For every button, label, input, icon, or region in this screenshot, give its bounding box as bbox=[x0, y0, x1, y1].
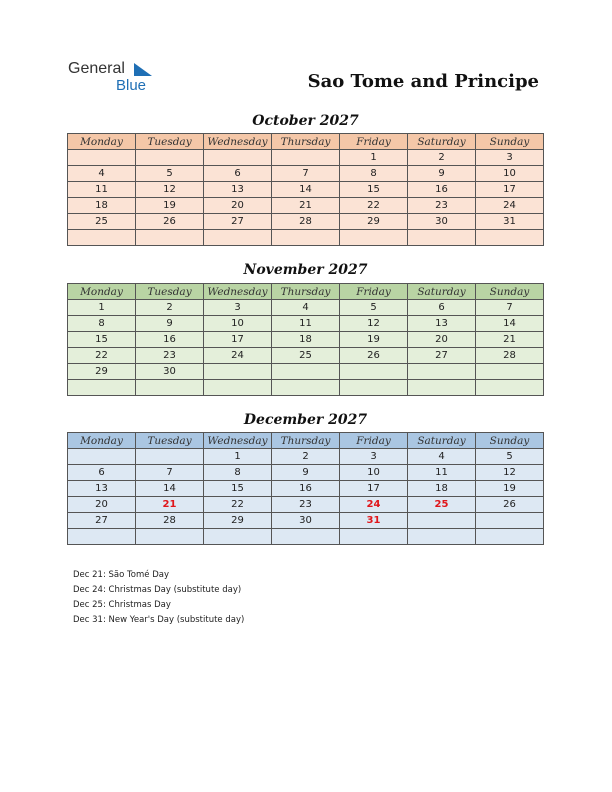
day-cell: 29 bbox=[68, 364, 136, 380]
week-row bbox=[68, 182, 544, 198]
empty-day-cell bbox=[408, 529, 476, 545]
weekday-header-row bbox=[68, 134, 544, 150]
weekday-header: Monday bbox=[68, 134, 136, 150]
logo-text-general: General bbox=[68, 60, 125, 77]
holiday-day-cell: 21 bbox=[136, 497, 204, 513]
day-cell: 9 bbox=[272, 465, 340, 481]
day-cell: 24 bbox=[204, 348, 272, 364]
day-cell: 20 bbox=[68, 497, 136, 513]
month-calendar-table bbox=[67, 283, 544, 396]
week-row bbox=[68, 364, 544, 380]
month-title: November 2027 bbox=[243, 262, 368, 278]
day-cell: 29 bbox=[340, 214, 408, 230]
day-cell: 15 bbox=[68, 332, 136, 348]
day-cell: 5 bbox=[476, 449, 544, 465]
weekday-header: Monday bbox=[68, 433, 136, 449]
day-cell: 28 bbox=[136, 513, 204, 529]
day-cell: 8 bbox=[68, 316, 136, 332]
empty-day-cell bbox=[136, 529, 204, 545]
weekday-header: Sunday bbox=[476, 433, 544, 449]
week-row bbox=[68, 166, 544, 182]
day-cell: 23 bbox=[136, 348, 204, 364]
day-cell: 27 bbox=[68, 513, 136, 529]
holiday-note: Dec 24: Christmas Day (substitute day) bbox=[73, 585, 242, 595]
day-cell: 9 bbox=[136, 316, 204, 332]
week-row bbox=[68, 316, 544, 332]
day-cell: 26 bbox=[340, 348, 408, 364]
day-cell: 20 bbox=[204, 198, 272, 214]
day-cell: 20 bbox=[408, 332, 476, 348]
empty-day-cell bbox=[476, 230, 544, 246]
day-cell: 5 bbox=[136, 166, 204, 182]
empty-day-cell bbox=[272, 380, 340, 396]
week-row bbox=[68, 198, 544, 214]
day-cell: 4 bbox=[68, 166, 136, 182]
weekday-header: Wednesday bbox=[204, 134, 272, 150]
empty-day-cell bbox=[136, 449, 204, 465]
day-cell: 1 bbox=[204, 449, 272, 465]
day-cell: 1 bbox=[68, 300, 136, 316]
empty-day-cell bbox=[136, 380, 204, 396]
empty-day-cell bbox=[204, 230, 272, 246]
day-cell: 10 bbox=[204, 316, 272, 332]
empty-day-cell bbox=[408, 230, 476, 246]
day-cell: 9 bbox=[408, 166, 476, 182]
day-cell: 3 bbox=[476, 150, 544, 166]
empty-day-cell bbox=[408, 513, 476, 529]
empty-day-cell bbox=[136, 150, 204, 166]
weekday-header: Saturday bbox=[408, 433, 476, 449]
day-cell: 25 bbox=[68, 214, 136, 230]
logo-triangle-icon bbox=[134, 63, 152, 76]
day-cell: 30 bbox=[272, 513, 340, 529]
month-title: October 2027 bbox=[252, 113, 359, 129]
week-row bbox=[68, 497, 544, 513]
day-cell: 12 bbox=[340, 316, 408, 332]
day-cell: 11 bbox=[408, 465, 476, 481]
week-row bbox=[68, 380, 544, 396]
month-calendar-table bbox=[67, 133, 544, 246]
day-cell: 13 bbox=[408, 316, 476, 332]
day-cell: 17 bbox=[476, 182, 544, 198]
week-row bbox=[68, 513, 544, 529]
holiday-day-cell: 24 bbox=[340, 497, 408, 513]
week-row bbox=[68, 230, 544, 246]
day-cell: 7 bbox=[476, 300, 544, 316]
day-cell: 31 bbox=[476, 214, 544, 230]
day-cell: 22 bbox=[68, 348, 136, 364]
weekday-header: Monday bbox=[68, 284, 136, 300]
empty-day-cell bbox=[476, 529, 544, 545]
weekday-header: Wednesday bbox=[204, 433, 272, 449]
holiday-note: Dec 21: São Tomé Day bbox=[73, 570, 169, 580]
month-calendar-table bbox=[67, 432, 544, 545]
day-cell: 6 bbox=[204, 166, 272, 182]
day-cell: 7 bbox=[272, 166, 340, 182]
day-cell: 13 bbox=[204, 182, 272, 198]
week-row bbox=[68, 481, 544, 497]
week-row bbox=[68, 300, 544, 316]
weekday-header: Saturday bbox=[408, 284, 476, 300]
day-cell: 14 bbox=[476, 316, 544, 332]
day-cell: 23 bbox=[272, 497, 340, 513]
empty-day-cell bbox=[68, 449, 136, 465]
week-row bbox=[68, 449, 544, 465]
empty-day-cell bbox=[476, 364, 544, 380]
day-cell: 16 bbox=[136, 332, 204, 348]
day-cell: 7 bbox=[136, 465, 204, 481]
empty-day-cell bbox=[68, 380, 136, 396]
logo-text-blue: Blue bbox=[116, 77, 147, 94]
day-cell: 28 bbox=[476, 348, 544, 364]
empty-day-cell bbox=[340, 529, 408, 545]
weekday-header: Sunday bbox=[476, 134, 544, 150]
weekday-header: Friday bbox=[340, 134, 408, 150]
empty-day-cell bbox=[408, 380, 476, 396]
holiday-note: Dec 25: Christmas Day bbox=[73, 600, 171, 610]
day-cell: 6 bbox=[68, 465, 136, 481]
empty-day-cell bbox=[476, 513, 544, 529]
day-cell: 2 bbox=[408, 150, 476, 166]
week-row bbox=[68, 150, 544, 166]
day-cell: 30 bbox=[136, 364, 204, 380]
holiday-note: Dec 31: New Year's Day (substitute day) bbox=[73, 615, 245, 625]
day-cell: 10 bbox=[340, 465, 408, 481]
day-cell: 16 bbox=[272, 481, 340, 497]
empty-day-cell bbox=[204, 364, 272, 380]
day-cell: 16 bbox=[408, 182, 476, 198]
day-cell: 3 bbox=[340, 449, 408, 465]
empty-day-cell bbox=[476, 380, 544, 396]
day-cell: 27 bbox=[204, 214, 272, 230]
day-cell: 18 bbox=[68, 198, 136, 214]
day-cell: 23 bbox=[408, 198, 476, 214]
day-cell: 30 bbox=[408, 214, 476, 230]
day-cell: 28 bbox=[272, 214, 340, 230]
empty-day-cell bbox=[68, 230, 136, 246]
day-cell: 3 bbox=[204, 300, 272, 316]
day-cell: 26 bbox=[476, 497, 544, 513]
day-cell: 8 bbox=[204, 465, 272, 481]
day-cell: 19 bbox=[340, 332, 408, 348]
weekday-header: Tuesday bbox=[136, 284, 204, 300]
day-cell: 25 bbox=[272, 348, 340, 364]
month-title: December 2027 bbox=[243, 412, 368, 428]
weekday-header: Thursday bbox=[272, 134, 340, 150]
week-row bbox=[68, 332, 544, 348]
empty-day-cell bbox=[272, 150, 340, 166]
day-cell: 10 bbox=[476, 166, 544, 182]
empty-day-cell bbox=[136, 230, 204, 246]
weekday-header: Tuesday bbox=[136, 134, 204, 150]
day-cell: 4 bbox=[272, 300, 340, 316]
day-cell: 6 bbox=[408, 300, 476, 316]
day-cell: 18 bbox=[272, 332, 340, 348]
weekday-header-row bbox=[68, 284, 544, 300]
day-cell: 22 bbox=[204, 497, 272, 513]
weekday-header-row bbox=[68, 433, 544, 449]
weekday-header: Saturday bbox=[408, 134, 476, 150]
week-row bbox=[68, 529, 544, 545]
day-cell: 14 bbox=[136, 481, 204, 497]
empty-day-cell bbox=[68, 150, 136, 166]
day-cell: 22 bbox=[340, 198, 408, 214]
day-cell: 19 bbox=[136, 198, 204, 214]
week-row bbox=[68, 465, 544, 481]
logo bbox=[68, 60, 168, 100]
week-row bbox=[68, 214, 544, 230]
country-title: Sao Tome and Principe bbox=[307, 71, 539, 92]
week-row bbox=[68, 348, 544, 364]
empty-day-cell bbox=[340, 230, 408, 246]
day-cell: 17 bbox=[204, 332, 272, 348]
empty-day-cell bbox=[408, 364, 476, 380]
day-cell: 15 bbox=[340, 182, 408, 198]
day-cell: 15 bbox=[204, 481, 272, 497]
day-cell: 27 bbox=[408, 348, 476, 364]
empty-day-cell bbox=[68, 529, 136, 545]
weekday-header: Thursday bbox=[272, 433, 340, 449]
day-cell: 8 bbox=[340, 166, 408, 182]
day-cell: 17 bbox=[340, 481, 408, 497]
day-cell: 18 bbox=[408, 481, 476, 497]
day-cell: 19 bbox=[476, 481, 544, 497]
empty-day-cell bbox=[340, 380, 408, 396]
day-cell: 2 bbox=[272, 449, 340, 465]
day-cell: 29 bbox=[204, 513, 272, 529]
empty-day-cell bbox=[204, 150, 272, 166]
day-cell: 21 bbox=[476, 332, 544, 348]
empty-day-cell bbox=[272, 364, 340, 380]
day-cell: 1 bbox=[340, 150, 408, 166]
day-cell: 13 bbox=[68, 481, 136, 497]
weekday-header: Friday bbox=[340, 433, 408, 449]
day-cell: 24 bbox=[476, 198, 544, 214]
day-cell: 11 bbox=[272, 316, 340, 332]
weekday-header: Tuesday bbox=[136, 433, 204, 449]
holiday-notes bbox=[73, 568, 244, 628]
weekday-header: Wednesday bbox=[204, 284, 272, 300]
holiday-day-cell: 31 bbox=[340, 513, 408, 529]
empty-day-cell bbox=[272, 230, 340, 246]
empty-day-cell bbox=[272, 529, 340, 545]
empty-day-cell bbox=[204, 380, 272, 396]
weekday-header: Sunday bbox=[476, 284, 544, 300]
day-cell: 4 bbox=[408, 449, 476, 465]
day-cell: 5 bbox=[340, 300, 408, 316]
day-cell: 2 bbox=[136, 300, 204, 316]
day-cell: 26 bbox=[136, 214, 204, 230]
day-cell: 11 bbox=[68, 182, 136, 198]
day-cell: 12 bbox=[136, 182, 204, 198]
empty-day-cell bbox=[204, 529, 272, 545]
day-cell: 12 bbox=[476, 465, 544, 481]
holiday-day-cell: 25 bbox=[408, 497, 476, 513]
empty-day-cell bbox=[340, 364, 408, 380]
day-cell: 21 bbox=[272, 198, 340, 214]
weekday-header: Thursday bbox=[272, 284, 340, 300]
weekday-header: Friday bbox=[340, 284, 408, 300]
day-cell: 14 bbox=[272, 182, 340, 198]
